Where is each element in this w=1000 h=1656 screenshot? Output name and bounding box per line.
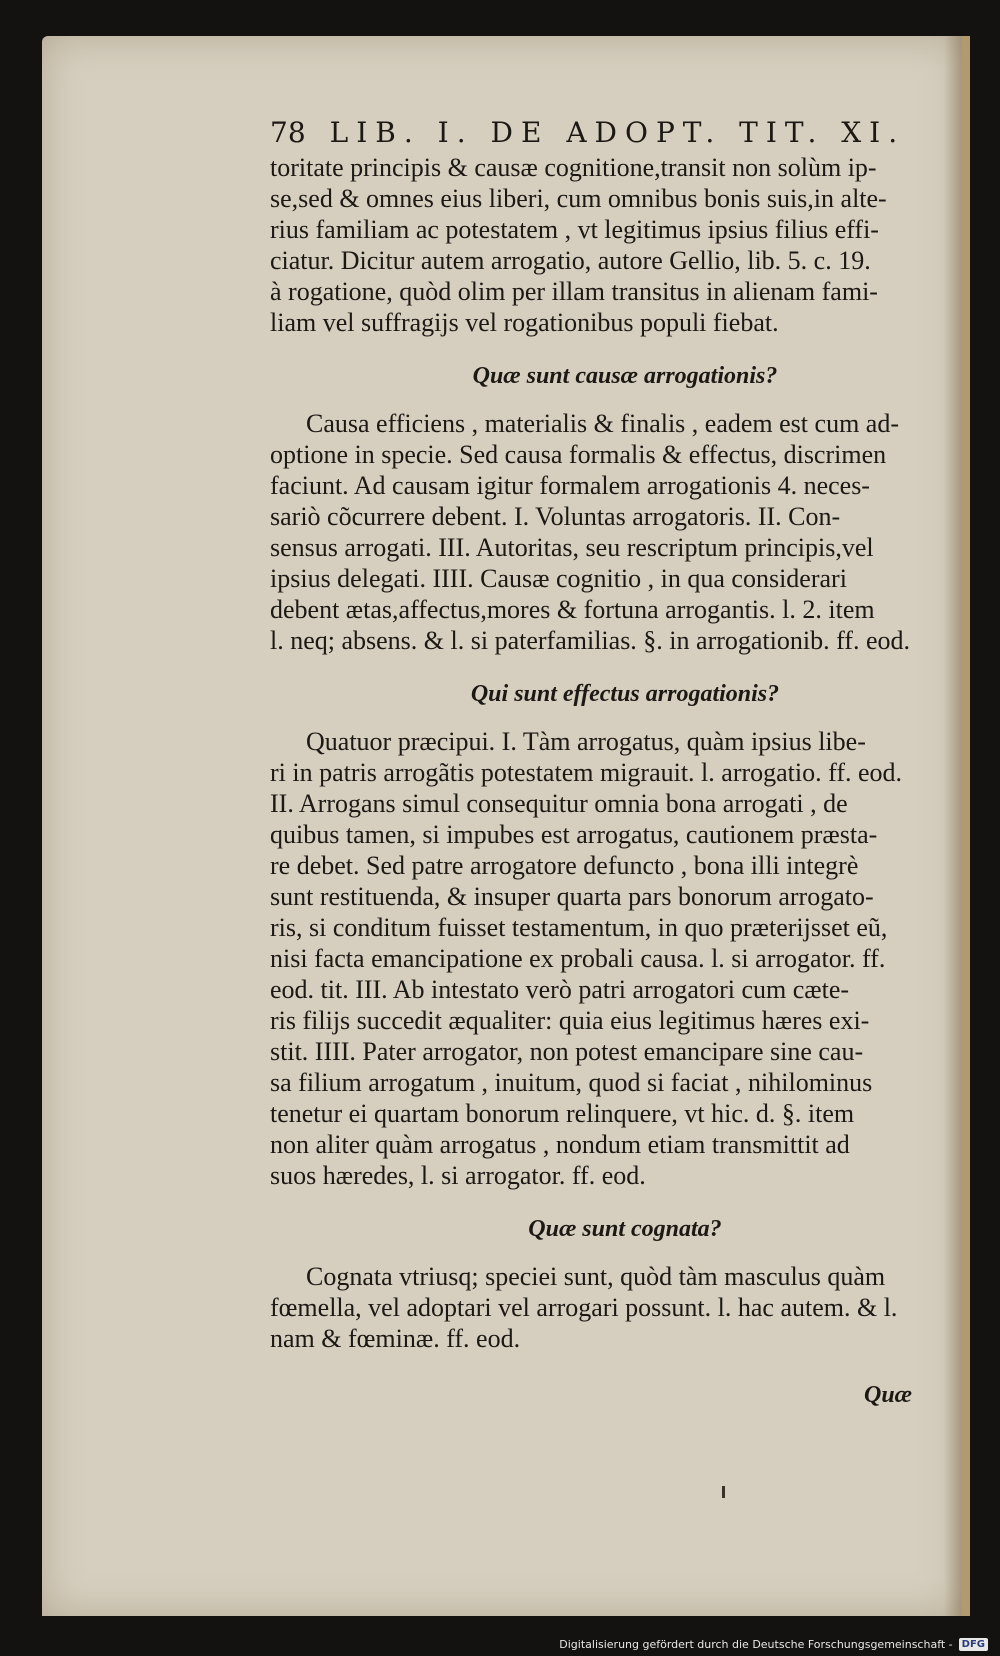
section-cognata bbox=[270, 1261, 920, 1354]
text-line: ris, si conditum fuisset testamentum, in quo præterijsset eũ, bbox=[270, 913, 888, 942]
text-line: optione in specie. Sed causa formalis & effectus, discrimen bbox=[270, 440, 887, 469]
text-line: liam vel suffragijs vel rogationibus populi fiebat. bbox=[270, 308, 779, 337]
text-line: à rogatione, quòd olim per illam transitus in alienam fami- bbox=[270, 277, 878, 306]
text-line: nisi facta emancipatione ex probali causa. l. si arrogator. ff. bbox=[270, 944, 886, 973]
text-line: faciunt. Ad causam igitur formalem arrogationis 4. neces- bbox=[270, 471, 870, 500]
text-line: ri in patris arrogãtis potestatem migrauit. l. arrogatio. ff. eod. bbox=[270, 758, 903, 787]
text-line: ris filijs succedit æqualiter: quia eius legitimus hæres exi- bbox=[270, 1006, 870, 1035]
text-line: suos hæredes, l. si arrogator. ff. eod. bbox=[270, 1161, 646, 1190]
book-page bbox=[42, 36, 970, 1616]
running-head bbox=[270, 116, 920, 150]
text-line: ciatur. Dicitur autem arrogatio, autore Gellio, lib. 5. c. 19. bbox=[270, 246, 871, 275]
text-line: se,sed & omnes eius liberi, cum omnibus bonis suis,in alte- bbox=[270, 184, 887, 213]
text-line: sunt restituenda, & insuper quarta pars bonorum arrogato- bbox=[270, 882, 874, 911]
text-line: sa filium arrogatum , inuitum, quod si faciat , nihilominus bbox=[270, 1068, 873, 1097]
text-line: sariò cõcurrere debent. I. Voluntas arrogatoris. II. Con- bbox=[270, 502, 841, 531]
question-heading: Quæ sunt causæ arrogationis? bbox=[472, 363, 778, 389]
text-line: Quatuor præcipui. I. Tàm arrogatus, quàm ipsius libe- bbox=[306, 727, 866, 756]
text-line: II. Arrogans simul consequitur omnia bona arrogati , de bbox=[270, 789, 848, 818]
page-number: 78 bbox=[270, 116, 306, 149]
text-line: l. neq; absens. & l. si paterfamilias. §. in arrogationib. ff. eod. bbox=[270, 626, 910, 655]
text-line: nam & fœminæ. ff. eod. bbox=[270, 1324, 521, 1353]
page-gutter-shadow bbox=[944, 36, 962, 1616]
section-intro bbox=[270, 152, 920, 338]
text-line: non aliter quàm arrogatus , nondum etiam transmittit ad bbox=[270, 1130, 850, 1159]
text-line: ipsius delegati. IIII. Causæ cognitio , in qua considerari bbox=[270, 564, 847, 593]
text-line: debent ætas,affectus,mores & fortuna arrogantis. l. 2. item bbox=[270, 595, 875, 624]
text-line: quibus tamen, si impubes est arrogatus, cautionem præsta- bbox=[270, 820, 878, 849]
text-line: Cognata vtriusq; speciei sunt, quòd tàm masculus quàm bbox=[306, 1262, 886, 1291]
catchword: Quæ bbox=[863, 1382, 912, 1408]
footer-text: Digitalisierung gefördert durch die Deutsche Forschungsgemeinschaft - bbox=[559, 1637, 953, 1651]
text-line: fœmella, vel adoptari vel arrogari possunt. l. hac autem. & l. bbox=[270, 1293, 898, 1322]
text-line: toritate principis & causæ cognitione,transit non solùm ip- bbox=[270, 153, 877, 182]
text-line: tenetur ei quartam bonorum relinquere, vt hic. d. §. item bbox=[270, 1099, 855, 1128]
section-effectus bbox=[270, 726, 920, 1191]
text-line: sensus arrogati. III. Autoritas, seu rescriptum principis,vel bbox=[270, 533, 874, 562]
text-line: Causa efficiens , materialis & finalis , eadem est cum ad- bbox=[306, 409, 899, 438]
ink-speck bbox=[722, 1486, 725, 1498]
dfg-logo: DFG bbox=[959, 1638, 988, 1651]
text-line: re debet. Sed patre arrogatore defuncto , bona illi integrè bbox=[270, 851, 859, 880]
text-line: rius familiam ac potestatem , vt legitimus ipsius filius effi- bbox=[270, 215, 879, 244]
running-head-title: LIB. I. DE ADOPT. TIT. XI. bbox=[329, 116, 906, 149]
digitization-footer bbox=[559, 1635, 988, 1653]
question-heading: Qui sunt effectus arrogationis? bbox=[470, 681, 780, 707]
text-block bbox=[270, 116, 920, 1409]
question-heading: Quæ sunt cognata? bbox=[528, 1216, 722, 1242]
section-causae bbox=[270, 408, 920, 656]
text-line: stit. IIII. Pater arrogator, non potest emancipare sine cau- bbox=[270, 1037, 864, 1066]
text-line: eod. tit. III. Ab intestato verò patri arrogatori cum cæte- bbox=[270, 975, 850, 1004]
